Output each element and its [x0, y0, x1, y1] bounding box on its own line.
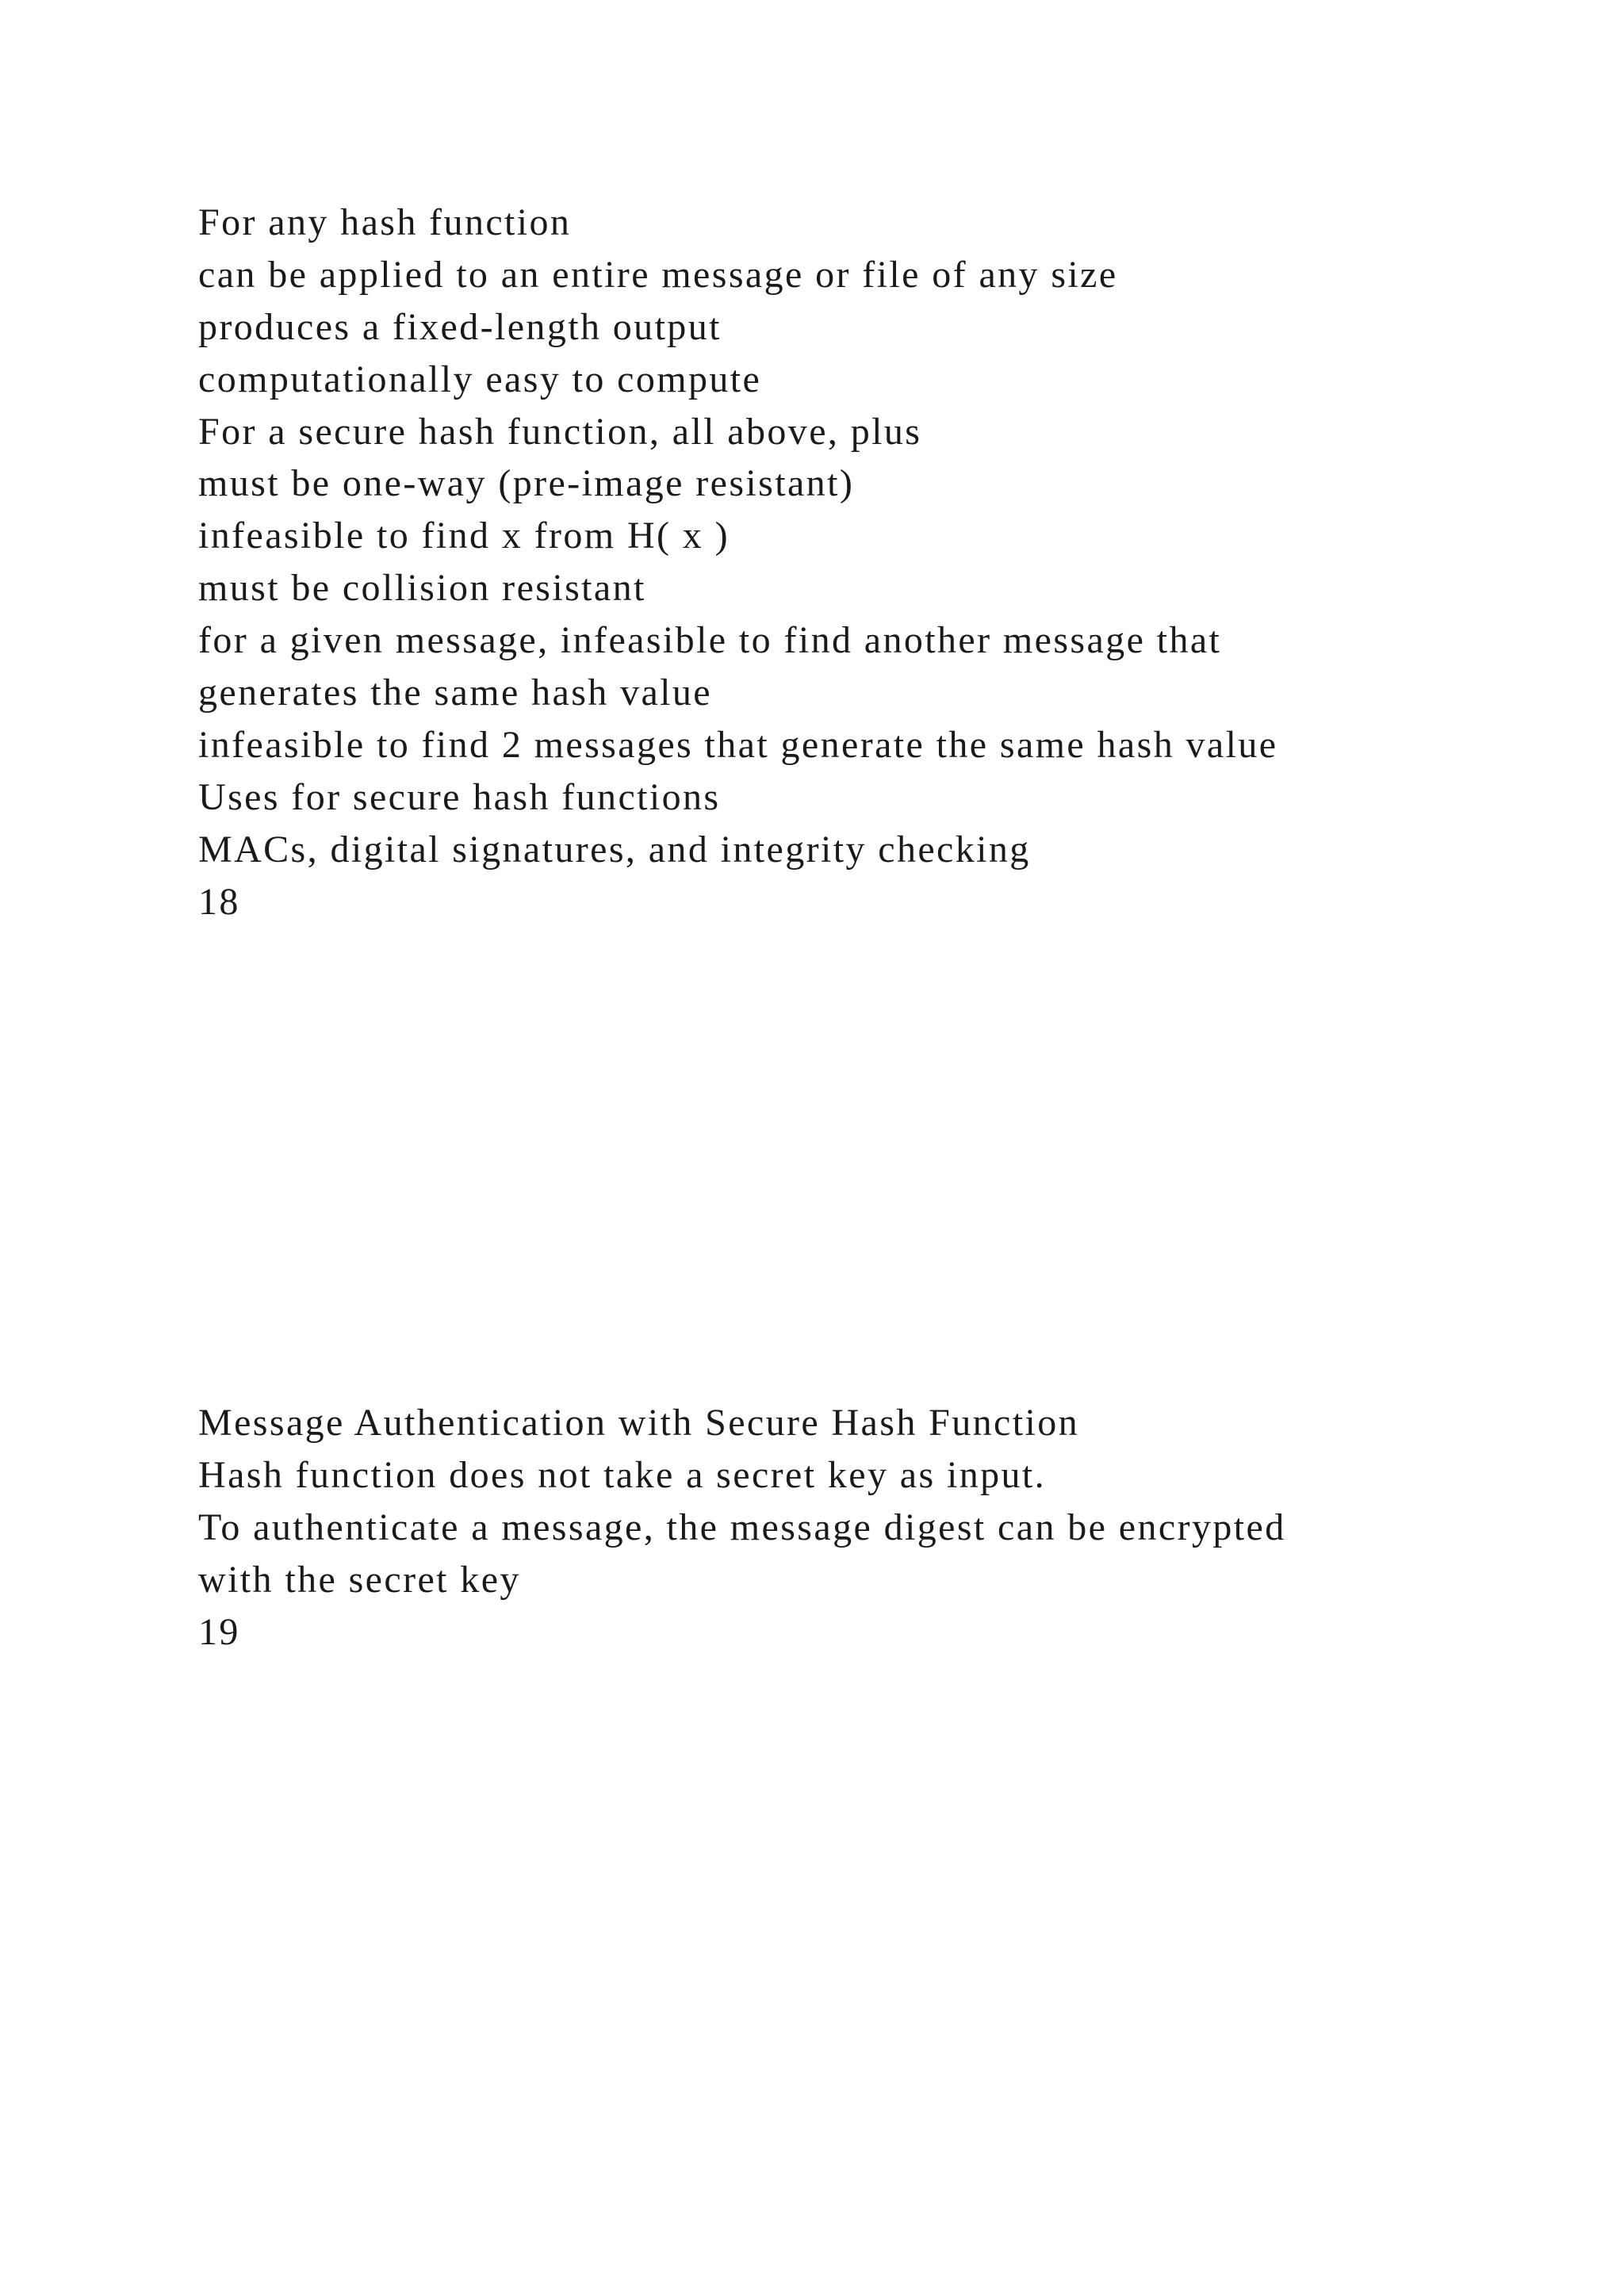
text-line: Hash function does not take a secret key as input. — [198, 1453, 1047, 1496]
text-line: For any hash function — [198, 201, 572, 243]
text-line: For a secure hash function, all above, plus — [198, 410, 922, 453]
text-line: infeasible to find 2 messages that generate the same hash value — [198, 723, 1278, 766]
page-number: 18 — [198, 880, 240, 923]
text-line: can be applied to an entire message or file of any size — [198, 253, 1118, 296]
text-line: must be one-way (pre-image resistant) — [198, 462, 855, 505]
text-line: must be collision resistant — [198, 567, 646, 610]
text-line: with the secret key — [198, 1558, 521, 1601]
text-line: produces a fixed-length output — [198, 305, 722, 348]
text-line: To authenticate a message, the message digest can be encrypted — [198, 1506, 1286, 1548]
text-line: Message Authentication with Secure Hash Function — [198, 1402, 1080, 1444]
page-number: 19 — [198, 1610, 240, 1653]
section-message-authentication — [198, 1397, 1546, 1658]
text-line: infeasible to find x from H( x ) — [198, 515, 730, 557]
text-line: MACs, digital signatures, and integrity checking — [198, 828, 1031, 871]
text-line: Uses for secure hash functions — [198, 775, 721, 818]
section-hash-function-properties — [198, 197, 1546, 928]
text-line: generates the same hash value — [198, 672, 713, 714]
text-line: for a given message, infeasible to find another message that — [198, 619, 1222, 662]
text-line: computationally easy to compute — [198, 358, 762, 400]
